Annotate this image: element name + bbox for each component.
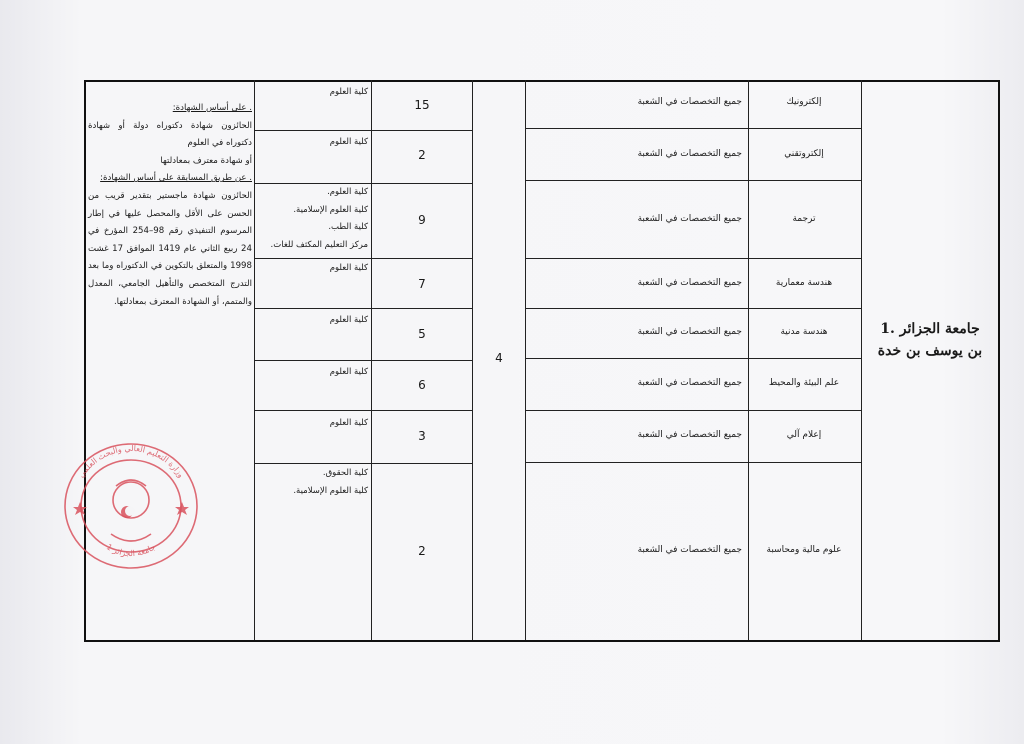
conditions-paragraph: أو شهادة معترف بمعادلتها bbox=[160, 155, 252, 166]
faculty-cell bbox=[256, 84, 368, 102]
faculty-item: .كلية العلوم الإسلامية bbox=[293, 485, 368, 496]
scope-cell: جميع التخصصات في الشعبة bbox=[637, 278, 742, 288]
faculty-item: .كلية العلوم الإسلامية bbox=[293, 204, 368, 215]
conditions-paragraph: الحائزون شهادة ماجستير بتقدير قريب من الحسن على الأقل والمحصل عليها في إطار المرسوم التنفيذي رقم 98–254 المؤرخ في 24 ربيع الثاني عام 1419 الموافق 17 غشت 1998 والمتعلق بالتكوين في الدكتوراه وما بعد التدرج المتخصص والتأهيل الجامعي، المعدل والمتمم، أو الشهادة المعترف بمعادلتها. bbox=[88, 190, 252, 307]
count-cell: 3 bbox=[418, 429, 426, 443]
specialty-cell: إلكترونيك bbox=[786, 97, 822, 107]
conditions-heading-contest: . عن طريق المسابقة على أساس الشهادة: bbox=[100, 173, 252, 184]
count-cell: 15 bbox=[414, 98, 430, 112]
faculty-item: كلية العلوم bbox=[329, 315, 368, 325]
scope-cell: جميع التخصصات في الشعبة bbox=[637, 430, 742, 440]
university-name bbox=[862, 318, 998, 362]
scope-cell: جميع التخصصات في الشعبة bbox=[637, 378, 742, 388]
specialty-cell: هندسة معمارية bbox=[775, 278, 833, 288]
scope-cell: جميع التخصصات في الشعبة bbox=[637, 327, 742, 337]
seal-ring-text: وزارة التعليم العالي والبحث العلمي bbox=[76, 443, 186, 480]
svg-text:جامعة الجزائر 1 bbox=[105, 542, 157, 558]
svg-text:وزارة التعليم العالي والبحث ال bbox=[77, 444, 186, 479]
faculty-cell bbox=[256, 415, 368, 433]
count-cell: 2 bbox=[418, 148, 426, 162]
university-name-line1: جامعة الجزائر .1 bbox=[880, 321, 980, 337]
faculty-cell bbox=[256, 134, 368, 152]
faculty-cell bbox=[256, 364, 368, 382]
faculty-cell bbox=[256, 465, 368, 500]
specialty-cell: علوم مالية ومحاسبة bbox=[766, 545, 842, 555]
conditions-paragraph: الحائزون شهادة دكتوراه دولة أو شهادة دكتوراه في العلوم bbox=[88, 120, 252, 149]
count-cell: 9 bbox=[418, 213, 426, 227]
count-cell: 2 bbox=[418, 544, 426, 558]
shared-places: 4 bbox=[495, 351, 503, 365]
faculty-item: .مركز التعليم المكثف للغات bbox=[270, 239, 368, 250]
count-cell: 5 bbox=[418, 327, 426, 341]
specialty-cell: ترجمة bbox=[792, 214, 816, 224]
scope-cell: جميع التخصصات في الشعبة bbox=[637, 545, 742, 555]
specialty-cell: إعلام آلي bbox=[786, 430, 822, 440]
count-cell: 7 bbox=[418, 277, 426, 291]
faculty-cell bbox=[256, 260, 368, 278]
faculty-item: .كلية الحقوق bbox=[322, 468, 368, 478]
faculty-item: .كلية الطب bbox=[328, 222, 368, 232]
conditions-heading-diploma: . على أساس الشهادة: bbox=[172, 103, 252, 113]
faculty-item: كلية العلوم bbox=[329, 367, 368, 377]
specialty-cell: إلكتروتقني bbox=[784, 149, 824, 159]
university-name-line2: بن يوسف بن خدة bbox=[877, 343, 983, 359]
seal-bottom-text: جامعة الجزائر 1 bbox=[104, 542, 158, 559]
scope-cell: جميع التخصصات في الشعبة bbox=[637, 97, 742, 107]
faculty-item: كلية العلوم bbox=[329, 87, 368, 97]
faculty-cell bbox=[256, 312, 368, 330]
faculty-item: كلية العلوم bbox=[329, 137, 368, 147]
scope-cell: جميع التخصصات في الشعبة bbox=[637, 214, 742, 224]
conditions-text bbox=[88, 100, 252, 311]
faculty-item: كلية العلوم bbox=[329, 263, 368, 273]
faculty-item: كلية العلوم bbox=[329, 418, 368, 428]
official-seal bbox=[56, 442, 206, 572]
count-cell: 6 bbox=[418, 378, 426, 392]
faculty-cell bbox=[256, 184, 368, 254]
specialty-cell: هندسة مدنية bbox=[780, 327, 828, 337]
scope-cell: جميع التخصصات في الشعبة bbox=[637, 149, 742, 159]
specialty-cell: علم البيئة والمحيط bbox=[768, 378, 840, 388]
faculty-item: .كلية العلوم bbox=[327, 187, 368, 197]
